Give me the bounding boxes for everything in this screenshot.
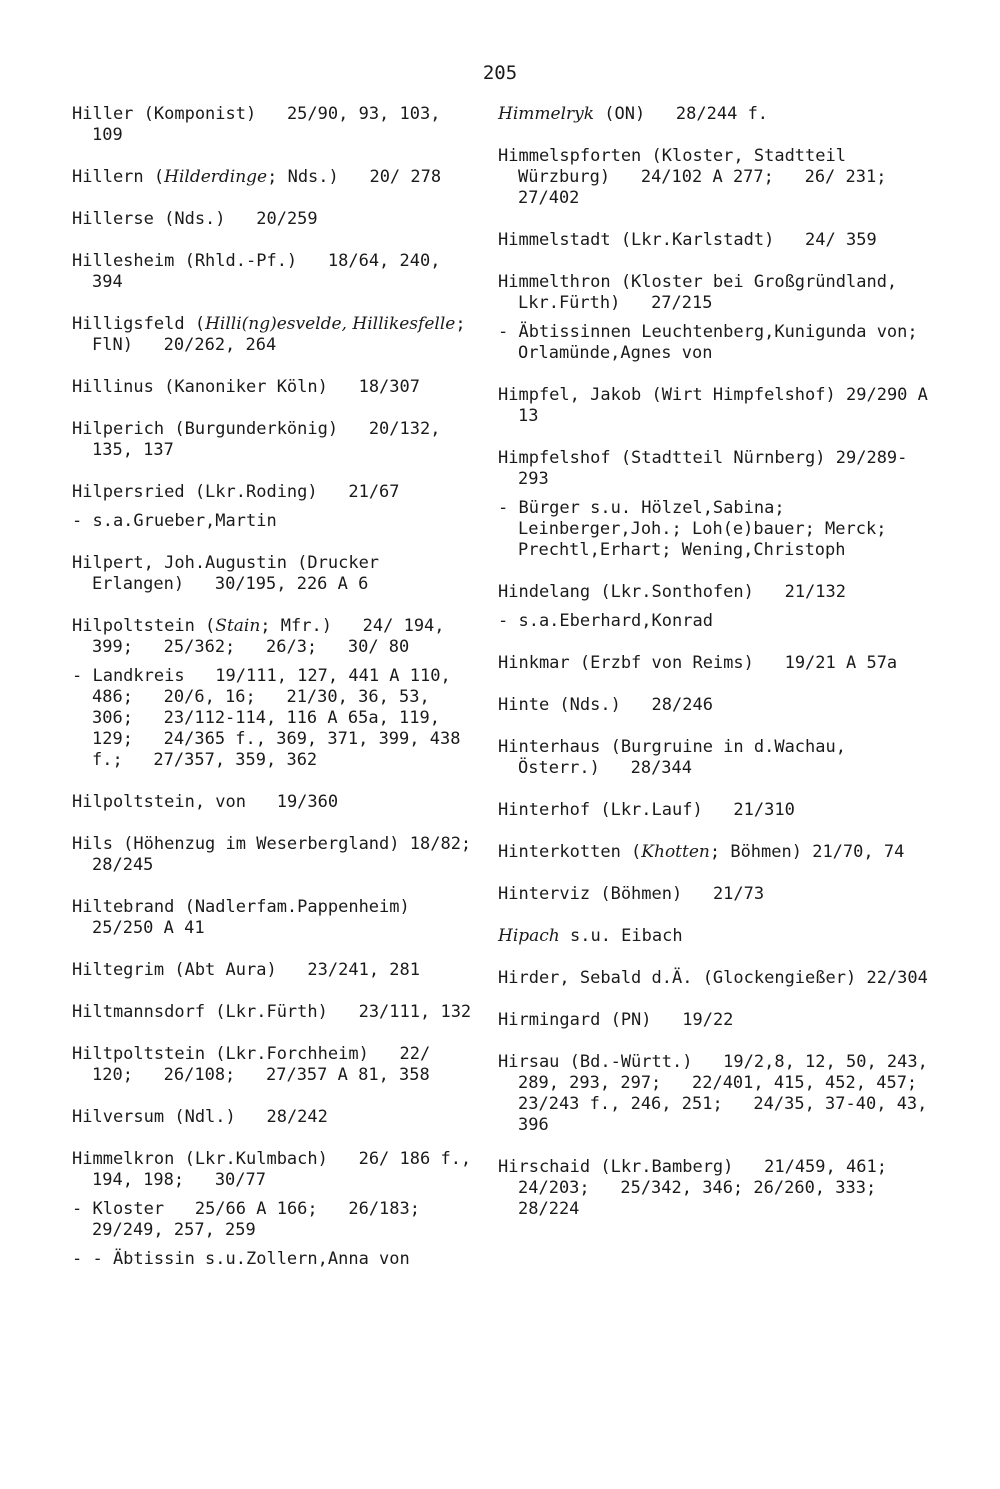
index-entry	[72, 897, 472, 939]
entry-references: 30/195, 226 A 6	[184, 574, 369, 594]
entry-references: 29/289-293	[518, 448, 908, 489]
index-entry	[72, 167, 472, 188]
entry-references: 23/241, 281	[276, 960, 420, 980]
entry-references: 20/259	[225, 209, 318, 229]
index-entry	[498, 737, 938, 779]
index-entry	[72, 1149, 482, 1191]
entry-heading: Hilperich (Burgunderkönig)	[72, 419, 339, 439]
entry-references: 28/344	[599, 758, 693, 778]
entry-references: 25/90, 93, 103, 109	[92, 104, 451, 145]
entry-tail: ; Nds.) 20/ 278	[267, 167, 442, 187]
index-column-right	[498, 104, 948, 1220]
index-entry	[72, 377, 472, 398]
entry-heading: Hilligsfeld (	[72, 314, 206, 334]
index-entry	[498, 842, 938, 863]
entry-references: 22/304	[856, 968, 928, 988]
entry-heading: Hindelang (Lkr.Sonthofen)	[498, 582, 754, 602]
index-entry	[498, 1052, 948, 1136]
entry-heading: Hillesheim (Rhld.-Pf.)	[72, 251, 298, 271]
entry-heading: Himmelspforten (Kloster, Stadtteil Würzburg)	[498, 146, 857, 187]
entry-references: 19/2,8, 12, 50, 243, 289, 293, 297; 22/401, 415, 452, 457; 23/243 f., 246, 251; 24/35, 37-40, 43, 396	[518, 1052, 948, 1135]
entry-heading: Hils (Höhenzug im Weserbergland)	[72, 834, 400, 854]
index-entry	[498, 884, 938, 905]
entry-heading: Hiltpoltstein (Lkr.Forchheim)	[72, 1044, 369, 1064]
index-entry	[72, 553, 472, 595]
entry-references: 27/215	[620, 293, 713, 313]
entry-heading: Hilpert, Joh.Augustin (Drucker Erlangen)	[72, 553, 390, 594]
entry-heading: Hirsau (Bd.-Württ.)	[498, 1052, 693, 1072]
entry-heading: - s.a.Grueber,Martin	[72, 511, 277, 531]
entry-heading: - - Äbtissin s.u.Zollern,Anna von	[72, 1249, 410, 1269]
entry-heading: Hilpersried (Lkr.Roding)	[72, 482, 318, 502]
index-entry	[72, 1044, 472, 1086]
index-entry	[498, 800, 938, 821]
entry-heading: Himpfel, Jakob (Wirt Himpfelshof)	[498, 385, 836, 405]
entry-references: 22/ 120; 26/108; 27/357 A 81, 358	[92, 1044, 441, 1085]
entry-heading: Hiltegrim (Abt Aura)	[72, 960, 277, 980]
entry-heading: Hilpoltstein, von	[72, 792, 246, 812]
entry-heading: Hillerse (Nds.)	[72, 209, 226, 229]
index-entry	[72, 666, 472, 771]
index-entry	[72, 960, 472, 981]
entry-heading: Hinterhof (Lkr.Lauf)	[498, 800, 703, 820]
entry-heading: Himmelstadt (Lkr.Karlstadt)	[498, 230, 775, 250]
index-entry	[498, 968, 938, 989]
entry-references: 19/111, 127, 441 A 110, 486; 20/6, 16; 21/30, 36, 53, 306; 23/112-114, 116 A 65a, 119, 129; 24/365 f., 369, 371, 399, 438 f.; 27/357, 359, 362	[92, 666, 471, 770]
entry-heading: Hinterviz (Böhmen)	[498, 884, 683, 904]
entry-tail: ; Mfr.) 24/ 194, 399; 25/362; 26/3; 30/ 80	[92, 616, 455, 657]
index-entry	[498, 230, 938, 251]
entry-references: 19/21 A 57a	[753, 653, 898, 673]
entry-references: 21/132	[753, 582, 846, 602]
entry-heading: - Landkreis	[72, 666, 185, 686]
entry-heading: Himmelthron (Kloster bei Großgründland, Lkr.Fürth)	[498, 272, 908, 313]
index-entry	[498, 322, 938, 364]
index-entry	[72, 314, 476, 356]
entry-heading: - Kloster	[72, 1199, 165, 1219]
entry-references: 24/ 359	[774, 230, 877, 250]
index-entry	[72, 104, 472, 146]
entry-heading: Hiller (Komponist)	[72, 104, 257, 124]
page-number: 205	[482, 62, 518, 84]
entry-references: 25/250 A 41	[92, 897, 421, 938]
entry-references: 29/290 A 13	[518, 385, 939, 426]
entry-heading: Hirder, Sebald d.Ä. (Glockengießer)	[498, 968, 857, 988]
entry-references: 19/360	[246, 792, 339, 812]
entry-references: 18/82; 28/245	[92, 834, 502, 875]
index-entry	[72, 1107, 472, 1128]
index-entry	[72, 834, 502, 876]
entry-tail: s.u. Eibach	[559, 926, 683, 946]
entry-heading: Hinterhaus (Burgruine in d.Wachau, Österr.)	[498, 737, 857, 778]
index-entry	[498, 653, 938, 674]
index-entry	[72, 511, 472, 532]
entry-references: 24/102 A 277; 26/ 231; 27/402	[518, 167, 918, 208]
entry-italic-term: Hilli(ng)esvelde, Hillikesfelle	[205, 314, 456, 334]
index-entry	[498, 104, 938, 125]
index-entry	[72, 209, 472, 230]
entry-heading: Hinterkotten (	[498, 842, 642, 862]
entry-heading: Himmelkron (Lkr.Kulmbach)	[72, 1149, 328, 1169]
index-entry	[498, 498, 938, 561]
entry-references: 25/66 A 166; 26/183; 29/249, 257, 259	[92, 1199, 431, 1240]
index-entry	[498, 448, 938, 490]
entry-heading: Hiltebrand (Nadlerfam.Pappenheim)	[72, 897, 410, 917]
entry-heading: Hilversum (Ndl.)	[72, 1107, 236, 1127]
index-entry	[72, 616, 472, 658]
entry-heading: - s.a.Eberhard,Konrad	[498, 611, 713, 631]
index-entry	[72, 792, 472, 813]
entry-italic-term: Hilderdinge	[164, 167, 268, 187]
index-entry	[498, 1157, 938, 1220]
index-entry	[498, 146, 938, 209]
entry-italic-term: Khotten	[641, 842, 710, 862]
entry-tail: ; FlN) 20/262, 264	[92, 314, 476, 355]
index-entry	[72, 1002, 472, 1023]
index-entry	[498, 611, 938, 632]
entry-italic-term: Stain	[215, 616, 261, 636]
entry-references: 21/73	[682, 884, 765, 904]
index-entry	[72, 251, 472, 293]
entry-heading: - Bürger s.u. Hölzel,Sabina; Leinberger,Joh.; Loh(e)bauer; Merck; Prechtl,Erhart; Wening,Christoph	[498, 498, 897, 560]
index-entry	[72, 1249, 472, 1270]
entry-heading: Hillern (	[72, 167, 165, 187]
index-entry	[498, 1010, 938, 1031]
entry-references: 19/22	[651, 1010, 734, 1030]
entry-references: 21/67	[317, 482, 400, 502]
entry-tail: (ON) 28/244 f.	[594, 104, 769, 124]
index-entry	[498, 272, 938, 314]
index-entry	[498, 385, 938, 427]
entry-references: 23/111, 132	[327, 1002, 472, 1022]
index-entry	[72, 482, 472, 503]
entry-tail: ; Böhmen) 21/70, 74	[709, 842, 905, 862]
entry-references: 18/64, 240, 394	[92, 251, 451, 292]
index-entry	[72, 419, 472, 461]
entry-heading: Hirschaid (Lkr.Bamberg)	[498, 1157, 734, 1177]
entry-heading: Hillinus (Kanoniker Köln)	[72, 377, 328, 397]
entry-references: 20/132, 135, 137	[92, 419, 451, 460]
entry-heading: Himpfelshof (Stadtteil Nürnberg)	[498, 448, 826, 468]
entry-italic-term: Hipach	[498, 926, 560, 946]
entry-heading: Hirmingard (PN)	[498, 1010, 652, 1030]
entry-references: 21/459, 461; 24/203; 25/342, 346; 26/260, 333; 28/224	[518, 1157, 918, 1219]
entry-heading: Hinkmar (Erzbf von Reims)	[498, 653, 754, 673]
entry-heading: - Äbtissinnen Leuchtenberg,Kunigunda von; Orlamünde,Agnes von	[498, 322, 928, 363]
entry-references: 21/310	[702, 800, 795, 820]
entry-italic-term: Himmelryk	[498, 104, 595, 124]
index-entry	[498, 695, 938, 716]
entry-references: 18/307	[327, 377, 420, 397]
index-entry	[498, 582, 938, 603]
index-column-left	[72, 104, 502, 1270]
index-entry	[72, 1199, 472, 1241]
entry-references: 28/246	[620, 695, 713, 715]
entry-heading: Hinte (Nds.)	[498, 695, 621, 715]
entry-heading: Hiltmannsdorf (Lkr.Fürth)	[72, 1002, 328, 1022]
entry-heading: Hilpoltstein (	[72, 616, 216, 636]
index-entry	[498, 926, 938, 947]
entry-references: 28/242	[235, 1107, 328, 1127]
entry-references: 26/ 186 f., 194, 198; 30/77	[92, 1149, 482, 1190]
